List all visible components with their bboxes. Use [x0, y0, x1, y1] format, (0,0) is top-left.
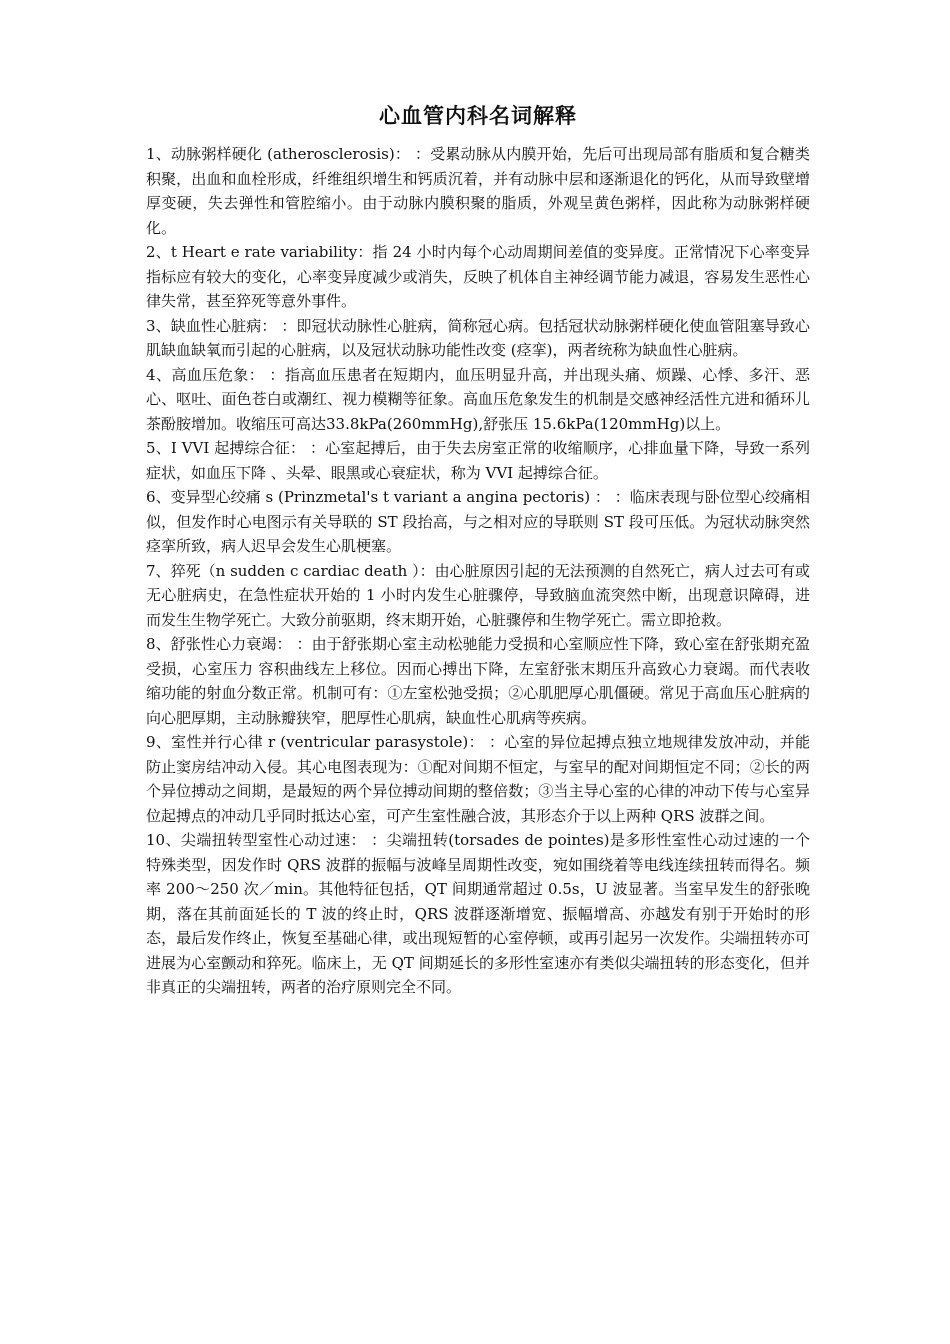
entry-atherosclerosis: 1、动脉粥样硬化 (atherosclerosis)： ：受累动脉从内膜开始，先后可出现局部有脂质和复合糖类积聚，出血和血栓形成，纤维组织增生和钙质沉着，并有动脉中层和逐渐退化的钙化，从而导致壁增厚变硬，失去弹性和管腔缩小。由于动脉内膜积聚的脂质，外观呈黄色粥样，因此称为动脉粥样硬化。 — [146, 145, 810, 237]
entry-hypertensive-crisis: 4、高血压危象： ：指高血压患者在短期内，血压明显升高，并出现头痛、烦躁、心悸、多汗、恶心、呕吐、面色苍白或潮红、视力模糊等征象。高血压危象发生的机制是交感神经活性亢进和循环儿茶酚胺增加。收缩压可高达33.8kPa(260mmHg),舒张压 15.6kPa(120mmHg)以上。 — [146, 365, 810, 433]
entry-vvi-pacemaker-syndrome: 5、I VVI 起搏综合征： ：心室起搏后，由于失去房室正常的收缩顺序，心排血量下降，导致一系列症状，如血压下降 、头晕、眼黑或心衰症状，称为 VVI 起搏综合征。 — [146, 439, 810, 482]
page-title: 心血管内科名词解释 — [379, 104, 577, 128]
entry-sudden-cardiac-death: 7、猝死（n sudden c cardiac death ）：由心脏原因引起的无法预测的自然死亡，病人过去可有或无心脏病史，在急性症状开始的 1 小时内发生心脏骤停，导致脑血流突然中断，出现意识障碍，进而发生生物学死亡。大致分前驱期，终末期开始，心脏骤停和生物学死亡。需立即抢救。 — [146, 561, 810, 629]
entry-torsades-de-pointes: 10、尖端扭转型室性心动过速： ：尖端扭转(torsades de pointes)是多形性室性心动过速的一个特殊类型，因发作时 QRS 波群的振幅与波峰呈周期性改变，宛如围绕着等电线连续扭转而得名。频率 200～250 次／min。其他特征包括，QT 间期通常超过 0.5s，U 波显著。当室早发生的舒张晚期，落在其前面延长的 T 波的终止时，QRS 波群逐渐增宽、振幅增高、亦越发有别于开始时的形态，最后发作终止，恢复至基础心律，或出现短暂的心室停顿，或再引起另一次发作。尖端扭转亦可进展为心室颤动和猝死。临床上，无 QT 间期延长的多形性室速亦有类似尖端扭转的形态变化，但并非真正的尖端扭转，两者的治疗原则完全不同。 — [146, 831, 810, 996]
entry-variant-angina: 6、变异型心绞痛 s (Prinzmetal's t variant a angina pectoris) ： ：临床表现与卧位型心绞痛相似，但发作时心电图示有关导联的 ST 段抬高，与之相对应的导联则 ST 段可压低。为冠状动脉突然痉挛所致，病人迟早会发生心肌梗塞。 — [146, 488, 810, 555]
entry-ischemic-heart-disease: 3、缺血性心脏病： ：即冠状动脉性心脏病，简称冠心病。包括冠状动脉粥样硬化使血管阻塞导致心肌缺血缺氧而引起的心脏病，以及冠状动脉功能性改变 (痉挛)，两者统称为缺血性心脏病。 — [146, 316, 810, 359]
entry-diastolic-heart-failure: 8、舒张性心力衰竭： ：由于舒张期心室主动松驰能力受损和心室顺应性下降，致心室在舒张期充盈受损，心室压力 容积曲线左上移位。因而心搏出下降，左室舒张末期压升高致心力衰竭。而代表收缩功能的射血分数正常。机制可有：①左室松弛受损；②心肌肥厚心肌僵硬。常见于高血压心脏病的向心肥厚期，主动脉瓣狭窄，肥厚性心肌病，缺血性心肌病等疾病。 — [146, 635, 810, 727]
entry-heart-rate-variability: 2、t Heart e rate variability：指 24 小时内每个心动周期间差值的变异度。正常情况下心率变异指标应有较大的变化，心率变异度减少或消失，反映了机体自主神经调节能力减退，容易发生恶性心律失常，甚至猝死等意外事件。 — [146, 243, 810, 310]
entry-ventricular-parasystole: 9、室性并行心律 r (ventricular parasystole)： ：心室的异位起搏点独立地规律发放冲动，并能防止窦房结冲动入侵。其心电图表现为：①配对间期不恒定，与室早的配对间期恒定不同；②长的两个异位搏动之间期，是最短的两个异位搏动间期的整倍数；③当主导心室的心律的冲动下传与心室异位起搏点的冲动几乎同时抵达心室，可产生室性融合波，其形态介于以上两种 QRS 波群之间。 — [146, 733, 810, 825]
document-page — [146, 100, 810, 1000]
